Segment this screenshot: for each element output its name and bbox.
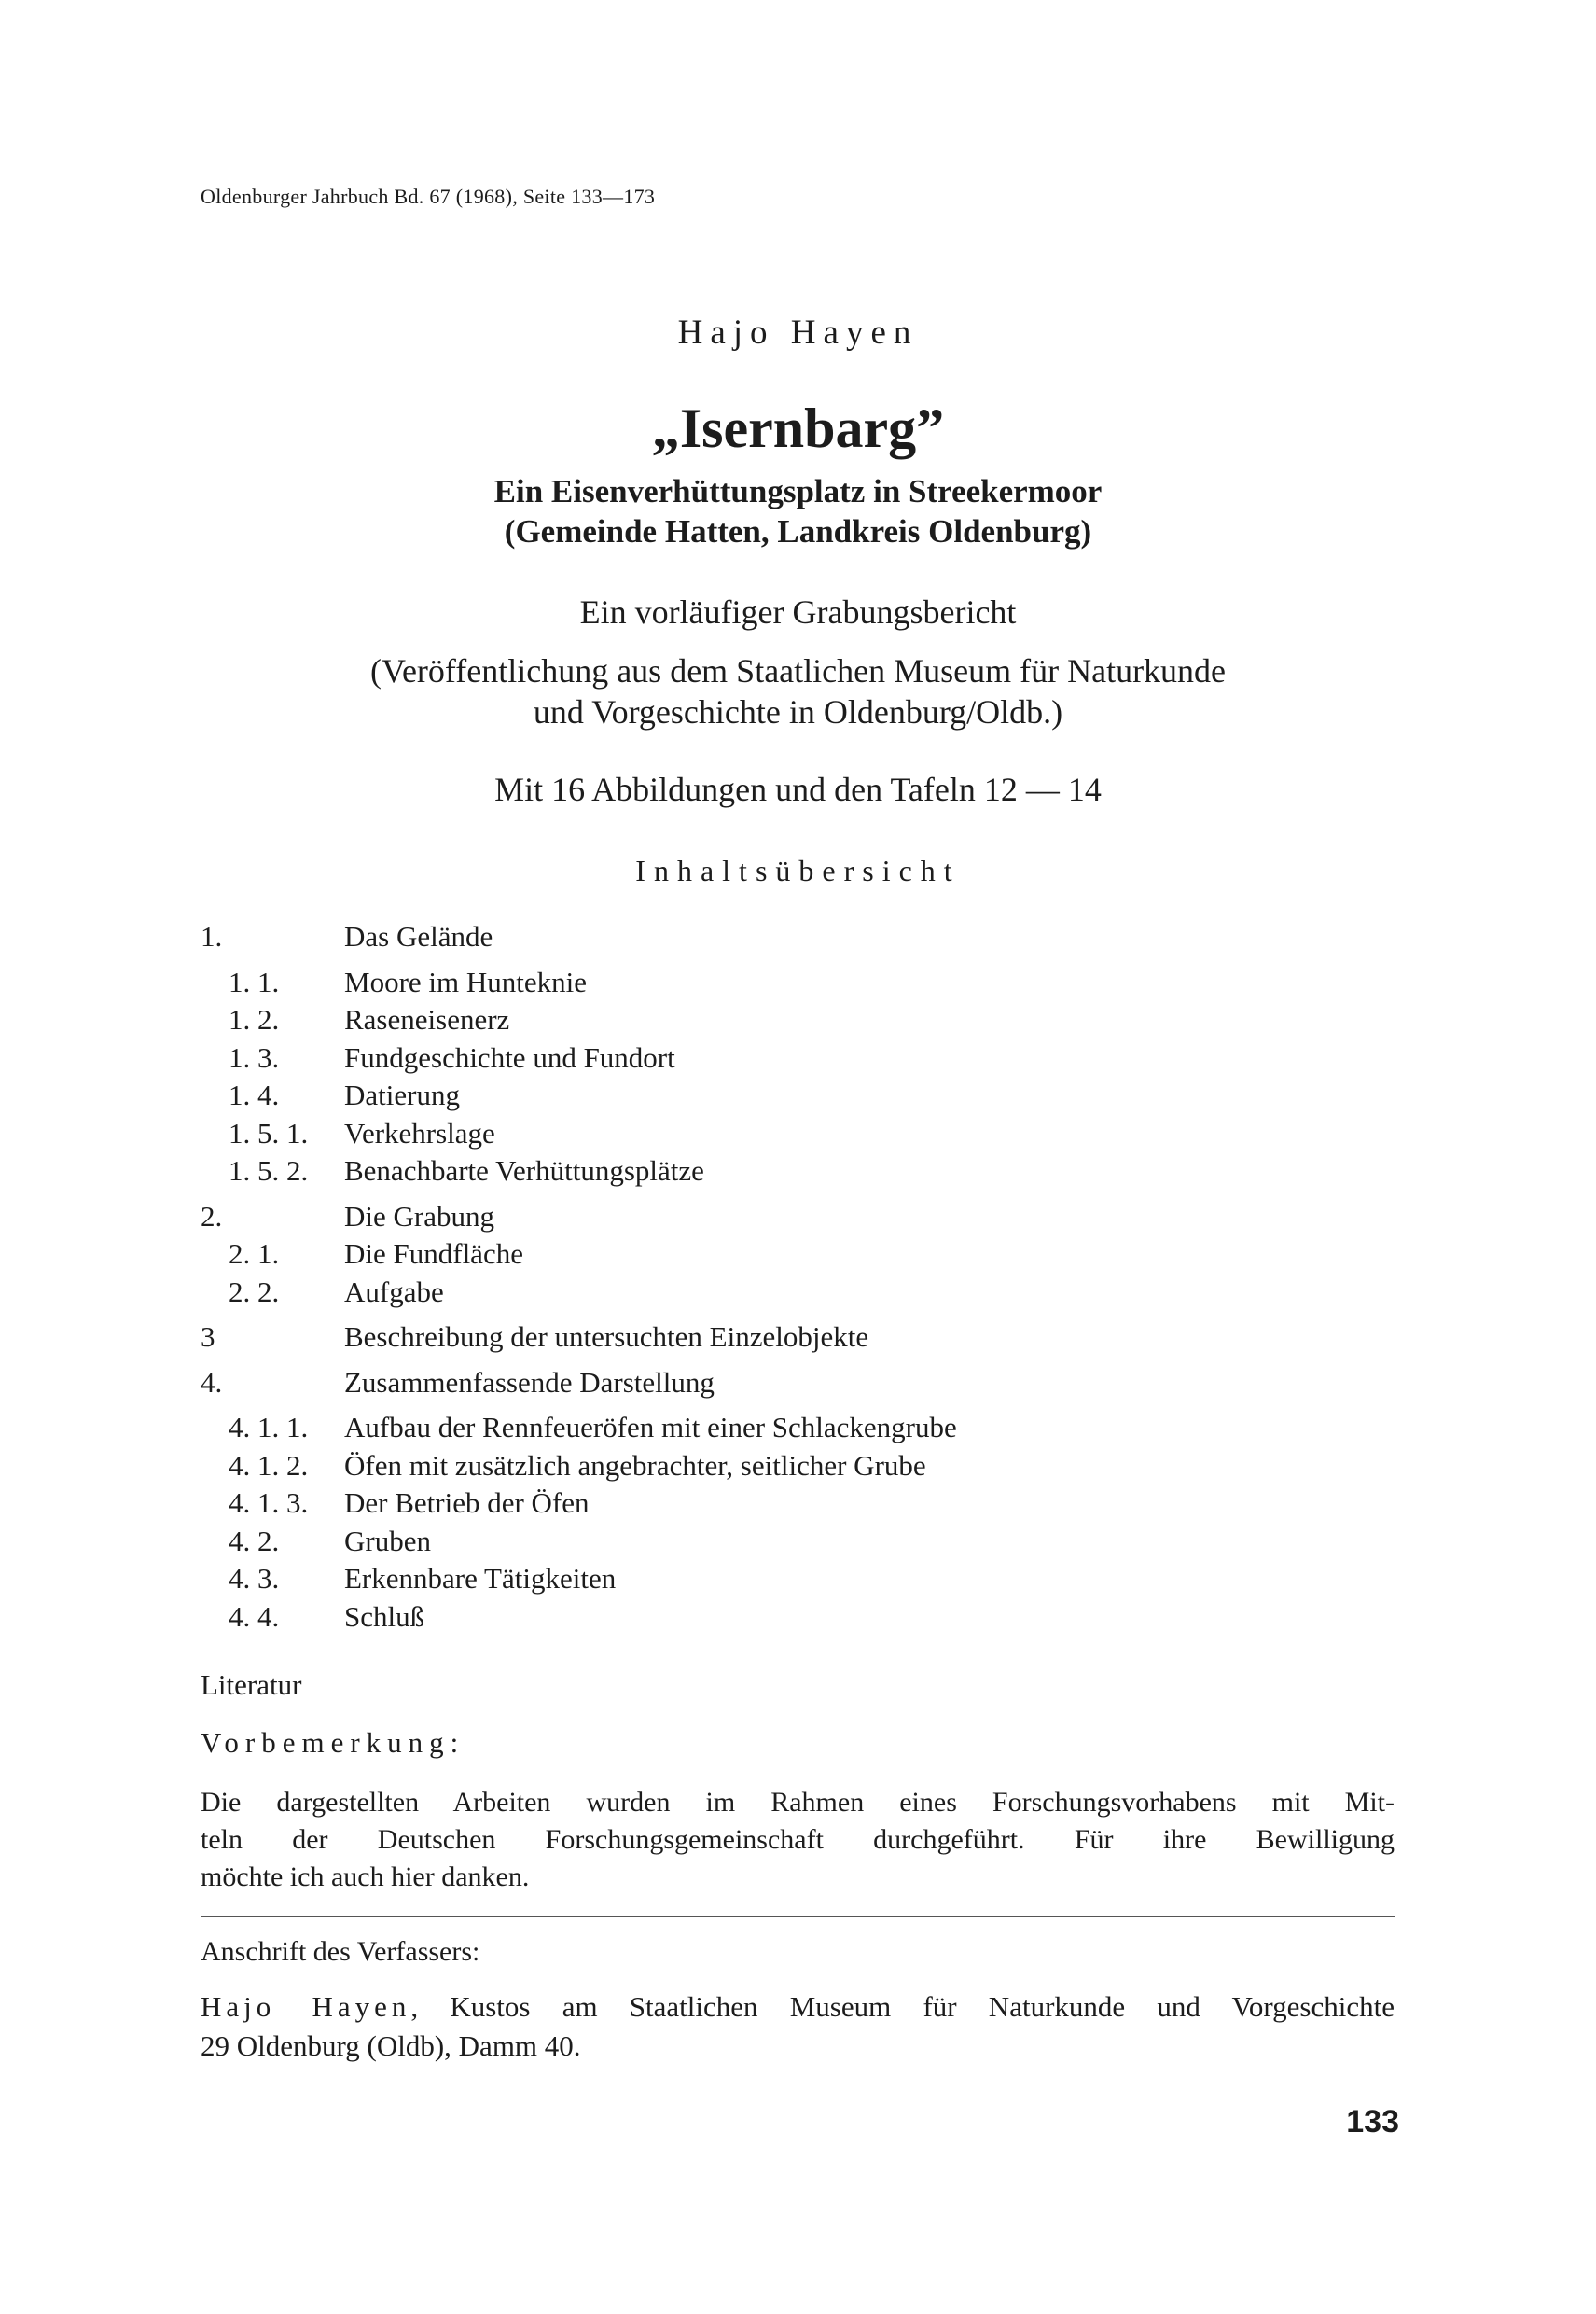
toc-entry bbox=[201, 1039, 1413, 1078]
report-type: Ein vorläufiger Grabungsbericht bbox=[579, 593, 1017, 631]
subtitle-line-2: (Gemeinde Hatten, Landkreis Oldenburg) bbox=[504, 513, 1092, 550]
vorbemerkung-heading: Vorbemerkung: bbox=[201, 1726, 465, 1759]
toc-number: 2. 2. bbox=[229, 1275, 280, 1308]
toc-entry bbox=[201, 1235, 1413, 1274]
toc-label: Schluß bbox=[344, 1599, 425, 1633]
toc-number: 4. 4. bbox=[229, 1599, 280, 1633]
toc-label: Benachbarte Verhüttungsplätze bbox=[344, 1154, 704, 1187]
publication-note-line-1: (Veröffentlichung aus dem Staatlichen Museum für Naturkunde bbox=[369, 652, 1227, 690]
toc-number: 1. 5. 1. bbox=[229, 1116, 309, 1150]
toc-entry bbox=[201, 1152, 1413, 1191]
toc-number: 3 bbox=[201, 1320, 215, 1353]
toc-label: Fundgeschichte und Fundort bbox=[344, 1040, 675, 1074]
toc-entry bbox=[201, 964, 1413, 1002]
toc-label: Zusammenfassende Darstellung bbox=[344, 1365, 715, 1399]
toc-entry bbox=[201, 1409, 1413, 1447]
toc-label: Datierung bbox=[344, 1079, 460, 1111]
toc-entry bbox=[201, 1318, 1413, 1357]
author-name: Hajo Hayen bbox=[677, 314, 919, 352]
toc-label: Aufgabe bbox=[344, 1275, 444, 1308]
toc-number: 2. bbox=[201, 1199, 223, 1233]
toc-label: Verkehrslage bbox=[344, 1116, 495, 1150]
footnote-divider bbox=[201, 1916, 1395, 1917]
toc-label: Das Gelände bbox=[344, 920, 493, 953]
toc-number: 4. 2. bbox=[229, 1524, 280, 1557]
toc-entry bbox=[201, 1485, 1413, 1523]
toc-label: Die Grabung bbox=[344, 1199, 494, 1233]
toc-entry bbox=[201, 1364, 1413, 1402]
table-of-contents bbox=[201, 918, 1413, 1636]
toc-number: 1. 3. bbox=[229, 1040, 280, 1074]
toc-label: Aufbau der Rennfeueröfen mit einer Schlackengrube bbox=[344, 1411, 957, 1443]
address-line-1 bbox=[201, 1990, 1395, 2024]
toc-entry bbox=[201, 918, 1413, 956]
vorbemerkung-paragraph bbox=[201, 1784, 1395, 1896]
toc-number: 4. 3. bbox=[229, 1562, 280, 1595]
toc-entry bbox=[201, 1198, 1413, 1236]
toc-number: 4. 1. 1. bbox=[229, 1411, 309, 1443]
toc-entry bbox=[201, 1560, 1413, 1598]
address-line-2: 29 Oldenburg (Oldb), Damm 40. bbox=[201, 2029, 581, 2062]
toc-entry bbox=[201, 1523, 1413, 1561]
toc-entry bbox=[201, 1274, 1413, 1312]
illustrations-note: Mit 16 Abbildungen und den Tafeln 12 — 14 bbox=[494, 771, 1102, 808]
toc-number: 1. 5. 2. bbox=[229, 1154, 309, 1187]
address-label: Anschrift des Verfassers: bbox=[201, 1936, 480, 1967]
address-author-name: Hajo Hayen bbox=[201, 1990, 411, 2023]
toc-number: 2. 1. bbox=[229, 1237, 280, 1270]
toc-number: 1. 2. bbox=[229, 1003, 280, 1036]
toc-label: Erkennbare Tätigkeiten bbox=[344, 1562, 617, 1595]
toc-label: Die Fundfläche bbox=[344, 1237, 523, 1270]
toc-number: 1. bbox=[201, 920, 223, 953]
toc-number: 4. 1. 2. bbox=[229, 1448, 309, 1482]
toc-label: Öfen mit zusätzlich angebrachter, seitlicher Grube bbox=[344, 1448, 926, 1482]
toc-entry bbox=[201, 1001, 1413, 1039]
toc-number: 4. bbox=[201, 1365, 223, 1399]
running-head: Oldenburger Jahrbuch Bd. 67 (1968), Seite 133—173 bbox=[201, 185, 656, 208]
toc-number: 4. 1. 3. bbox=[229, 1486, 309, 1519]
publication-note-line-2: und Vorgeschichte in Oldenburg/Oldb.) bbox=[533, 693, 1063, 731]
address-affiliation: , Kustos am Staatlichen Museum für Naturkunde und Vorgeschichte bbox=[410, 1990, 1395, 2023]
toc-label: Gruben bbox=[344, 1524, 431, 1557]
toc-entry bbox=[201, 1115, 1413, 1153]
page-number: 133 bbox=[1346, 2104, 1399, 2140]
toc-literatur: Literatur bbox=[201, 1668, 302, 1701]
vorbemerkung-line-1: Die dargestellten Arbeiten wurden im Rahmen eines Forschungsvorhabens mit Mit- bbox=[201, 1787, 1395, 1818]
toc-entry bbox=[201, 1598, 1413, 1637]
vorbemerkung-line-2: teln der Deutschen Forschungsgemeinschaft durchgeführt. Für ihre Bewilligung bbox=[201, 1824, 1395, 1855]
toc-entry bbox=[201, 1447, 1413, 1485]
toc-number: 1. 1. bbox=[229, 965, 280, 998]
toc-number: 1. 4. bbox=[229, 1079, 280, 1111]
toc-label: Der Betrieb der Öfen bbox=[344, 1486, 590, 1519]
vorbemerkung-line-3: möchte ich auch hier danken. bbox=[201, 1861, 530, 1892]
article-title: „Isernbarg” bbox=[651, 397, 945, 459]
toc-label: Beschreibung der untersuchten Einzelobjekte bbox=[344, 1320, 869, 1353]
toc-entry bbox=[201, 1077, 1413, 1115]
subtitle-line-1: Ein Eisenverhüttungsplatz in Streekermoor bbox=[493, 473, 1103, 509]
toc-label: Moore im Hunteknie bbox=[344, 965, 588, 998]
toc-label: Raseneisenerz bbox=[344, 1003, 510, 1036]
toc-heading: Inhaltsübersicht bbox=[635, 854, 961, 887]
